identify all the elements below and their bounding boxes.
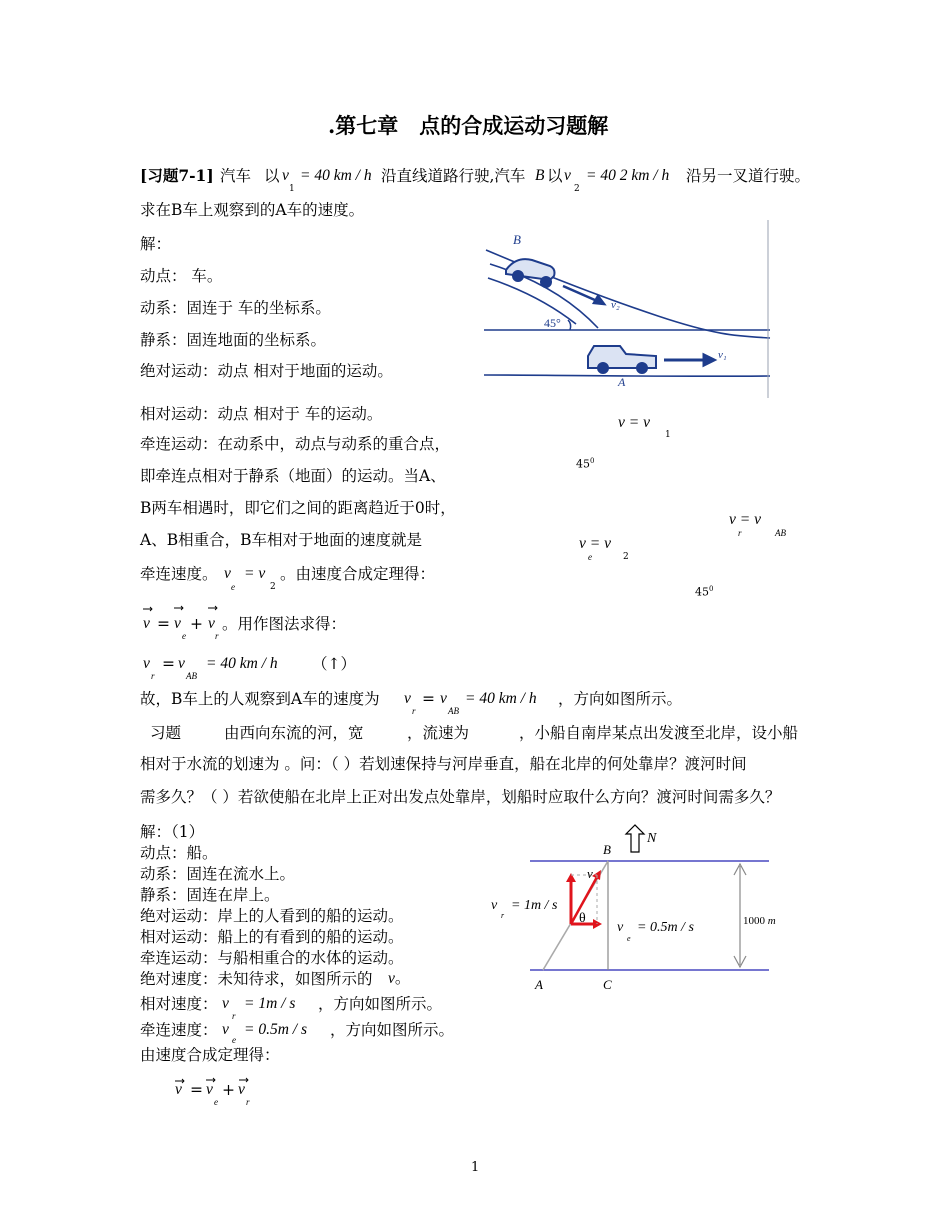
p2-vr-direction: ，方向如图所示。: [318, 995, 443, 1013]
p1-mid-text: 沿直线道路行驶,汽车: [381, 167, 526, 185]
p1-conclusion: 故，B车上的人观察到A车的速度为: [140, 690, 380, 708]
p2-ve-sub: e: [232, 1035, 236, 1045]
formula2-vr-sub: r: [246, 1097, 250, 1107]
p2-line1-b: 由西向东流的河，宽: [224, 724, 364, 742]
v1-sketch-arrow: [664, 355, 714, 365]
p2-absolute-velocity-symbol: v。: [388, 970, 411, 987]
formula-vr: v: [208, 615, 215, 632]
p1-theorem-text: 。由速度合成定理得：: [280, 565, 436, 583]
result-eq: =: [162, 655, 175, 673]
p1-absolute-motion: 绝对运动：动点 相对于地面的运动。: [140, 362, 393, 380]
conclusion-eq: =: [422, 690, 435, 708]
p2-relative-motion: 相对运动：船上的有看到的船的运动。: [140, 928, 404, 946]
v2-sketch-label: v₂: [611, 299, 620, 311]
p2-moving-point: 动点：船。: [140, 844, 218, 862]
result-direction: （↑）: [312, 655, 356, 673]
fig2-vr-sub: r: [501, 911, 505, 920]
ve-subscript: e: [231, 582, 235, 592]
p1-transport-motion-4: A、B相重合，B车相对于地面的速度就是: [140, 531, 422, 549]
v2-subscript: 2: [574, 184, 580, 194]
formula2-plus: +: [222, 1081, 235, 1099]
p2-ve-direction: ，方向如图所示。: [330, 1021, 455, 1039]
vector-arrow-marks: [143, 606, 217, 611]
formula2-v: v: [175, 1081, 182, 1098]
result-vab: v: [178, 655, 185, 672]
p2-solution-label: 解：（1）: [140, 823, 205, 841]
p2-label: 习题: [150, 724, 182, 742]
p2-moving-frame: 动系：固连在流水上。: [140, 865, 296, 883]
formula2-ve-sub: e: [214, 1097, 218, 1107]
fig-angle-45-b: $45^0$: [695, 585, 714, 599]
p2-vr-symbol: v: [222, 995, 229, 1012]
ve-v2-subscript: 2: [270, 582, 276, 592]
p1-end-text: 沿另一叉道行驶。: [686, 167, 811, 185]
result-vr-sub: r: [151, 671, 155, 681]
road-label-b: B: [513, 232, 521, 247]
angle-45-sketch: 45°: [544, 316, 561, 330]
p1-moving-point: 动点： 车。: [140, 267, 223, 285]
theta-label: θ: [579, 911, 586, 926]
p1-intro-with: 以: [264, 167, 280, 185]
p2-theorem: 由速度合成定理得：: [140, 1046, 280, 1064]
point-a-label: A: [535, 977, 543, 992]
p1-transport-velocity: 牵连速度。: [140, 565, 218, 583]
car-a-icon: [588, 346, 656, 373]
p1-relative-motion: 相对运动：动点 相对于 车的运动。: [140, 405, 383, 423]
p2-absolute-motion: 绝对运动：岸上的人看到的船的运动。: [140, 907, 404, 925]
p2-transport-motion: 牵连运动：与船相重合的水体的运动。: [140, 949, 404, 967]
fig2-ve-symbol: v: [617, 920, 624, 935]
p2-ve-value: = 0.5m / s: [244, 1021, 307, 1038]
formula2-vr: v: [238, 1081, 245, 1098]
result-value: = 40 km / h: [206, 655, 278, 672]
fig2-ve-sub: e: [627, 934, 631, 943]
p1-transport-motion-2: 即牵连点相对于静系（地面）的运动。当A、: [140, 467, 446, 485]
north-arrow-icon: [626, 825, 644, 852]
p2-absolute-velocity: 绝对速度：未知待求，如图所示的: [140, 970, 373, 988]
fig2-vr-value: = 1m / s: [511, 898, 558, 913]
fig-vr-eq-vab: v = v: [729, 511, 761, 528]
road-sketch-figure: [478, 216, 773, 401]
p2-vr-value: = 1m / s: [244, 995, 296, 1012]
p1-transport-motion-1: 牵连运动：在动系中，动点与动系的重合点，: [140, 435, 451, 453]
formula2-eq: =: [190, 1081, 203, 1099]
v1-sketch-label: v₁: [718, 349, 727, 361]
river-width-label: 1000 m: [743, 915, 776, 927]
v1-subscript: 1: [289, 184, 295, 194]
north-label: N: [647, 831, 657, 846]
p1-solution-label: 解：: [140, 235, 172, 253]
p1-intro-car: 汽车: [220, 167, 252, 185]
result-vr: v: [143, 655, 150, 672]
fig-angle-45-a: $45^0$: [576, 457, 595, 471]
ve-equals-v2: = v: [244, 565, 266, 582]
page-title: .第七章 点的合成运动习题解: [328, 113, 609, 138]
formula-ve: v: [174, 615, 181, 632]
formula-v: v: [143, 615, 150, 632]
v1-symbol: v: [282, 167, 289, 184]
fig-v1-sub: 1: [665, 430, 671, 440]
point-b-label: B: [603, 842, 611, 857]
v2-symbol: v: [564, 167, 571, 184]
point-c-label: C: [603, 977, 612, 992]
p1-question: 求在B车上观察到的A车的速度。: [140, 201, 365, 219]
ve-symbol: v: [224, 565, 231, 582]
result-vab-sub: AB: [186, 671, 197, 681]
p2-relative-velocity: 相对速度：: [140, 995, 218, 1013]
fig-vab-sub: AB: [775, 528, 786, 538]
fig-v-eq-v1: v = v: [618, 414, 650, 431]
p2-fixed-frame: 静系：固连在岸上。: [140, 886, 280, 904]
conclusion-vab: v: [440, 690, 447, 707]
p2-line1-c: ，流速为: [407, 724, 470, 742]
fig-ve-sub: e: [588, 552, 592, 562]
p1-transport-motion-3: B两车相遇时，即它们之间的距离趋近于0时，: [140, 499, 456, 517]
formula-vr-sub: r: [215, 631, 219, 641]
p1-mid-text-2: 以: [547, 167, 563, 185]
car-b-label: B: [535, 167, 545, 184]
formula-plus: +: [190, 615, 203, 633]
p1-moving-frame: 动系：固连于 车的坐标系。: [140, 299, 331, 317]
formula-eq: =: [157, 615, 170, 633]
fig-v2-sub: 2: [623, 552, 629, 562]
p2-line3: 需多久？（ ）若欲使船在北岸上正对出发点处靠岸，划船时应取什么方向？渡河时间需多久？: [140, 788, 781, 806]
p2-line1-d: ，小船自南岸某点出发渡至北岸，设小船: [519, 724, 799, 742]
problem-7-1-label: [习题7-1]: [140, 166, 214, 185]
formula-tail-text: 。用作图法求得：: [222, 615, 347, 633]
p1-fixed-frame: 静系：固连地面的坐标系。: [140, 331, 327, 349]
p2-vr-sub: r: [232, 1011, 236, 1021]
p2-ve-symbol: v: [222, 1021, 229, 1038]
p2-transport-velocity: 牵连速度：: [140, 1021, 218, 1039]
conclusion-direction: ，方向如图所示。: [558, 690, 683, 708]
formula-ve-sub: e: [182, 631, 186, 641]
car-b-icon: [506, 259, 555, 287]
conclusion-vab-sub: AB: [448, 706, 459, 716]
river-crossing-figure: [485, 820, 790, 995]
road-lines: [484, 220, 770, 398]
conclusion-vr: v: [404, 690, 411, 707]
vector-formula-2-arrows: [172, 1076, 262, 1088]
page-number: 1: [471, 1160, 480, 1175]
fig-vr-sub: r: [738, 528, 742, 538]
v1-value: = 40 km / h: [300, 167, 372, 184]
formula2-ve: v: [206, 1081, 213, 1098]
conclusion-vr-sub: r: [412, 706, 416, 716]
fig2-vr-symbol: v: [491, 898, 498, 913]
fig2-v-label: v: [587, 866, 593, 881]
road-label-a: A: [618, 375, 626, 389]
fig2-ve-value: = 0.5m / s: [637, 920, 694, 935]
fig-ve-eq-v2: v = v: [579, 535, 611, 552]
v2-value: = 40 2 km / h: [586, 167, 670, 184]
p2-line2: 相对于水流的划速为 。问：（ ）若划速保持与河岸垂直，船在北岸的何处靠岸？渡河时间: [140, 755, 747, 773]
conclusion-value: = 40 km / h: [465, 690, 537, 707]
